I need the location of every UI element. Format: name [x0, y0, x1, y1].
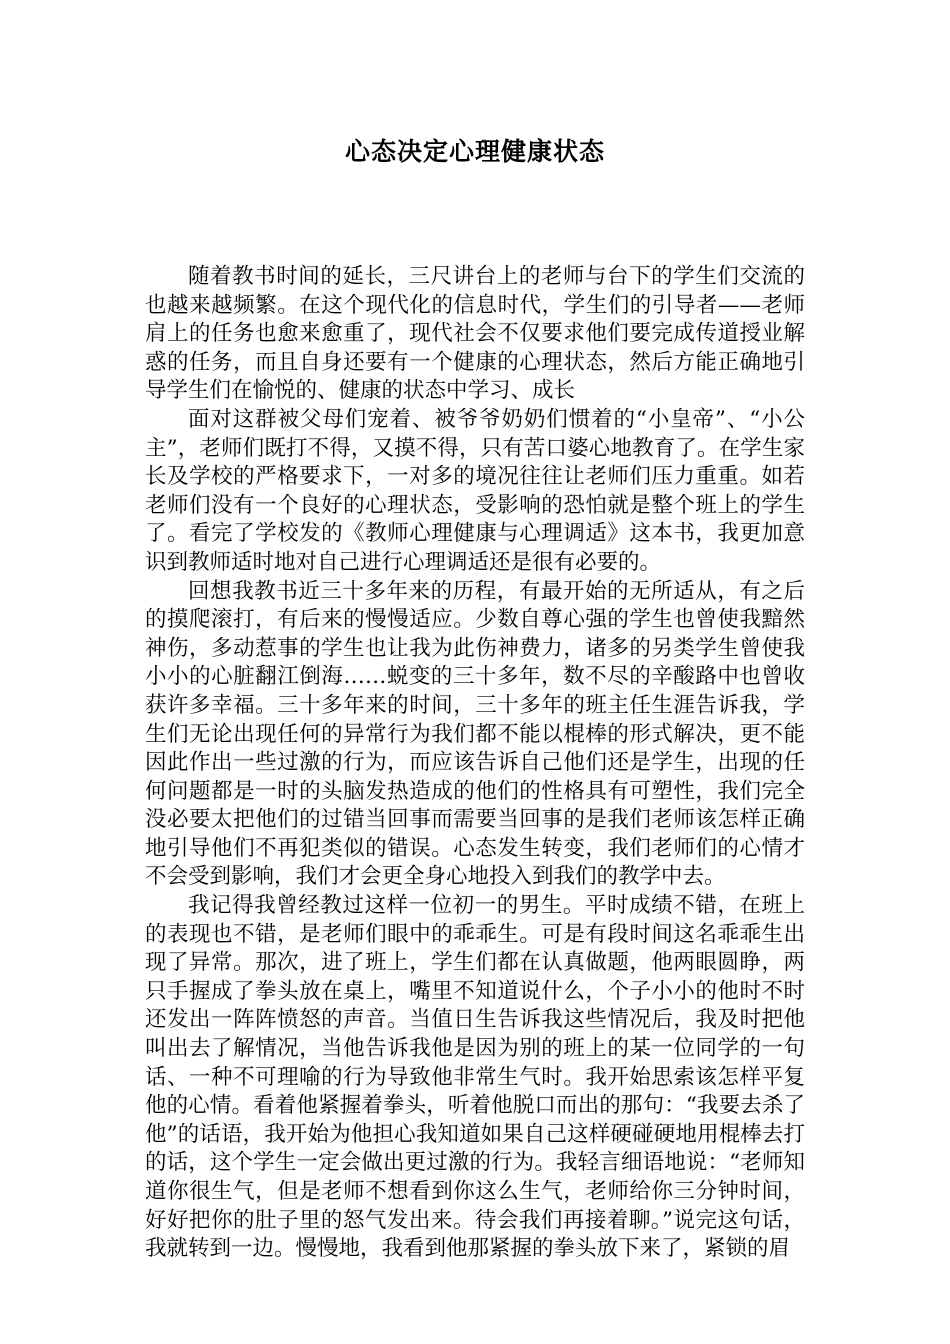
document-title: 心态决定心理健康状态 — [344, 137, 605, 166]
paragraph: 回想我教书近三十多年来的历程，有最开始的无所适从，有之后的摸爬滚打，有后来的慢慢适应。少数自尊心强的学生也曾使我黯然神伤，多动惹事的学生也让我为此伤神费力，诸多的另类学生曾使我小小的心脏翻江倒海……蜕变的三十多年，数不尽的辛酸路中也曾收获许多幸福。三十多年来的时间，三十多年的班主任生涯告诉我，学生们无论出现任何的异常行为我们都不能以棍棒的形式解决，更不能因此作出一些过激的行为，而应该告诉自己他们还是学生，出现的任何问题都是一时的头脑发热造成的他们的性格具有可塑性，我们完全没必要太把他们的过错当回事而需要当回事的是我们老师该怎样正确地引导他们不再犯类似的错误。心态发生转变，我们老师们的心情才不会受到影响，我们才会更全身心地投入到我们的教学中去。 — [145, 578, 805, 890]
paragraph: 随着教书时间的延长，三尺讲台上的老师与台下的学生们交流的也越来越频繁。在这个现代化的信息时代，学生们的引导者——老师肩上的任务也愈来愈重了，现代社会不仅要求他们要完成传道授业解惑的任务，而且自身还要有一个健康的心理状态，然后方能正确地引导学生们在愉悦的、健康的状态中学习、成长 — [145, 264, 805, 404]
paragraph: 我记得我曾经教过这样一位初一的男生。平时成绩不错，在班上的表现也不错，是老师们眼中的乖乖生。可是有段时间这名乖乖生出现了异常。那次，进了班上，学生们都在认真做题，他两眼圆睁，两只手握成了拳头放在桌上，嘴里不知道说什么，个子小小的他时不时还发出一阵阵愤怒的声音。当值日生告诉我这些情况后，我及时把他叫出去了解情况，当他告诉我他是因为别的班上的某一位同学的一句话、一种不可理喻的行为导致他非常生气时。我开始思索该怎样平复他的心情。看着他紧握着拳头，听着他脱口而出的那句：“我要去杀了他”的话语，我开始为他担心我知道如果自己这样硬碰硬地用棍棒去打的话，这个学生一定会做出更过激的行为。我轻言细语地说：“老师知道你很生气，但是老师不想看到你这么生气，老师给你三分钟时间，好好把你的肚子里的怒气发出来。待会我们再接着聊。”说完这句话，我就转到一边。慢慢地，我看到他那紧握的拳头放下来了，紧锁的眉 — [145, 893, 805, 1262]
paragraph: 面对这群被父母们宠着、被爷爷奶奶们惯着的“小皇帝”、“小公主”，老师们既打不得，又摸不得，只有苦口婆心地教育了。在学生家长及学校的严格要求下，一对多的境况往往让老师们压力重重。如若老师们没有一个良好的心理状态，受影响的恐怕就是整个班上的学生了。看完了学校发的《教师心理健康与心理调适》这本书，我更加意识到教师适时地对自己进行心理调适还是很有必要的。 — [145, 406, 805, 575]
document-body — [145, 263, 805, 1264]
